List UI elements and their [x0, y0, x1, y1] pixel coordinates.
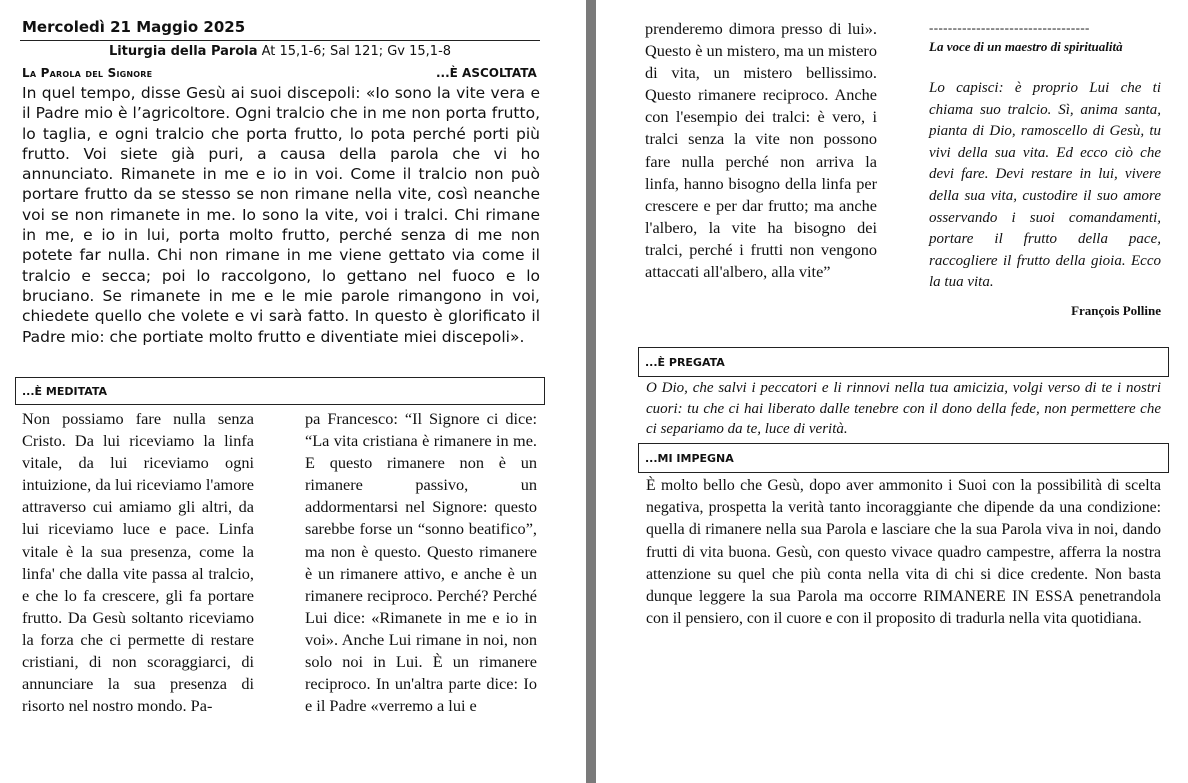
- meditata-column-2: pa Francesco: “Il Signore ci dice: “La vita cristiana è rimanere in me. E questo rimanere non è un rimanere passivo, un addormentarsi nel Signore: questo sarebbe forse un “sonno beatifico”, ma non è questo. Questo rimanere è un rimanere attivo, e anche è un rimanere reciproco. Perché? Perché Lui dice: «Rimanete in me e io in voi». Anche Lui rimane in noi, non solo noi in Lui. È un rimanere reciproco. In un'altra parte dice: Io e il Padre «verremo a lui e: [305, 409, 537, 716]
- liturgy-refs: At 15,1-6; Sal 121; Gv 15,1-8: [261, 44, 452, 59]
- gospel-text: In quel tempo, disse Gesù ai suoi discepoli: «Io sono la vite vera e il Padre mio è l’agricoltore. Ogni tralcio che in me non porta frutto, lo taglia, e ogni tralcio che porta frutto, lo pota perché porti più frutto. Voi siete già puri, a causa della parola che vi ho annunciato. Rimanete in me e io in voi. Come il tralcio non può portare frutto da se stesso se non rimane nella vite, così neanche voi se non rimanete in me. Io sono la vite, voi i tralci. Chi rimane in me, e io in lui, porta molto frutto, perché senza di me non potete far nulla. Chi non rimane in me viene gettato via come il tralcio e secca; poi lo raccolgono, lo gettano nel fuoco e lo bruciano. Se rimanete in me e le mie parole rimangono in voi, chiedete quello che volete e vi sarà fatto. In questo è glorificato il Padre mio: che portiate molto frutto e diventiate miei discepoli».: [22, 84, 540, 346]
- page-divider: [586, 0, 596, 783]
- ascoltata-label: ...È ASCOLTATA: [436, 66, 537, 80]
- page-date: Mercoledì 21 Maggio 2025: [22, 18, 246, 36]
- pregata-label: ...È PREGATA: [645, 355, 725, 369]
- impegna-label: ...MI IMPEGNA: [645, 451, 734, 465]
- impegna-section-header: [638, 443, 1169, 473]
- meditata-label: ...È MEDITATA: [22, 384, 108, 398]
- voice-title: La voce di un maestro di spiritualità: [929, 39, 1123, 54]
- liturgy-heading: [20, 44, 540, 59]
- header-rule: [20, 40, 540, 41]
- meditata-column-3: prenderemo dimora presso di lui». Questo è un mistero, ma un mistero di vita, un mistero bellissimo. Questo rimanere reciproco. Anche con l'esempio dei tralci: è vero, i tralci senza la vite non possono fare nulla perché non arriva la linfa, hanno bisogno della linfa per crescere e per dar frutto; ma anche l'albero, la vite ha bisogno dei tralci, perché i frutti non vengono attaccati all'albero, alla vite”: [645, 19, 877, 282]
- prayer-text: O Dio, che salvi i peccatori e li rinnovi nella tua amicizia, volgi verso di te i nostri cuori: tu che ci hai liberato dalle tenebre con il dono della fede, non permettere che ci separiamo da te, luce di verità.: [646, 380, 1161, 437]
- voice-text: Lo capisci: è proprio Lui che ti chiama suo tralcio. Sì, anima santa, pianta di Dio, ramoscello di Gesù, tu vivi della sua vita. Ed ecco ciò che devi fare. Devi restare in lui, vivere della sua vita, custodire il suo amore osservando i suoi comandamenti, portare il frutto della pace, raccogliere il frutto della gioia. Ecco la tua vita.: [929, 80, 1161, 291]
- meditata-section-header: [15, 377, 545, 405]
- parola-label: La Parola del Signore: [22, 66, 153, 80]
- commitment-text: È molto bello che Gesù, dopo aver ammonito i Suoi con la possibilità di scelta negativa, prospetta la verità tanto incoraggiante che dipende da una condizione: quella di rimanere nella sua Parola e lasciare che la sua Parola viva in noi, dando frutti di vita buona. Gesù, con questo vivace quadro campestre, afferra la nostra attenzione su quel che più conta nella vita di chi si dice credente. Non basta dunque leggere la sua Parola ma occorre RIMANERE IN ESSA penetrandola con il pensiero, con il cuore e con il proposito di tradurla nella vita quotidiana.: [646, 477, 1161, 628]
- voice-separator: ----------------------------------: [929, 20, 1090, 35]
- meditata-column-1: Non possiamo fare nulla senza Cristo. Da lui riceviamo la linfa vitale, da lui riceviamo ogni intuizione, da lui riceviamo l'amore attraverso cui amiamo gli altri, da lui riceviamo luce e pace. Linfa vitale è la sua presenza, come la linfa' che dalla vite passa al tralcio, e che lo fa crescere, gli fa portare frutto. Da Gesù soltanto riceviamo la forza che ci permette di restare cristiani, di non scoraggiarci, di annunciare la sua presenza di risorto nel nostro mondo. Pa-: [22, 409, 254, 716]
- liturgy-title: Liturgia della Parola: [108, 44, 258, 59]
- pregata-section-header: [638, 347, 1169, 377]
- voice-author: François Polline: [1071, 303, 1161, 318]
